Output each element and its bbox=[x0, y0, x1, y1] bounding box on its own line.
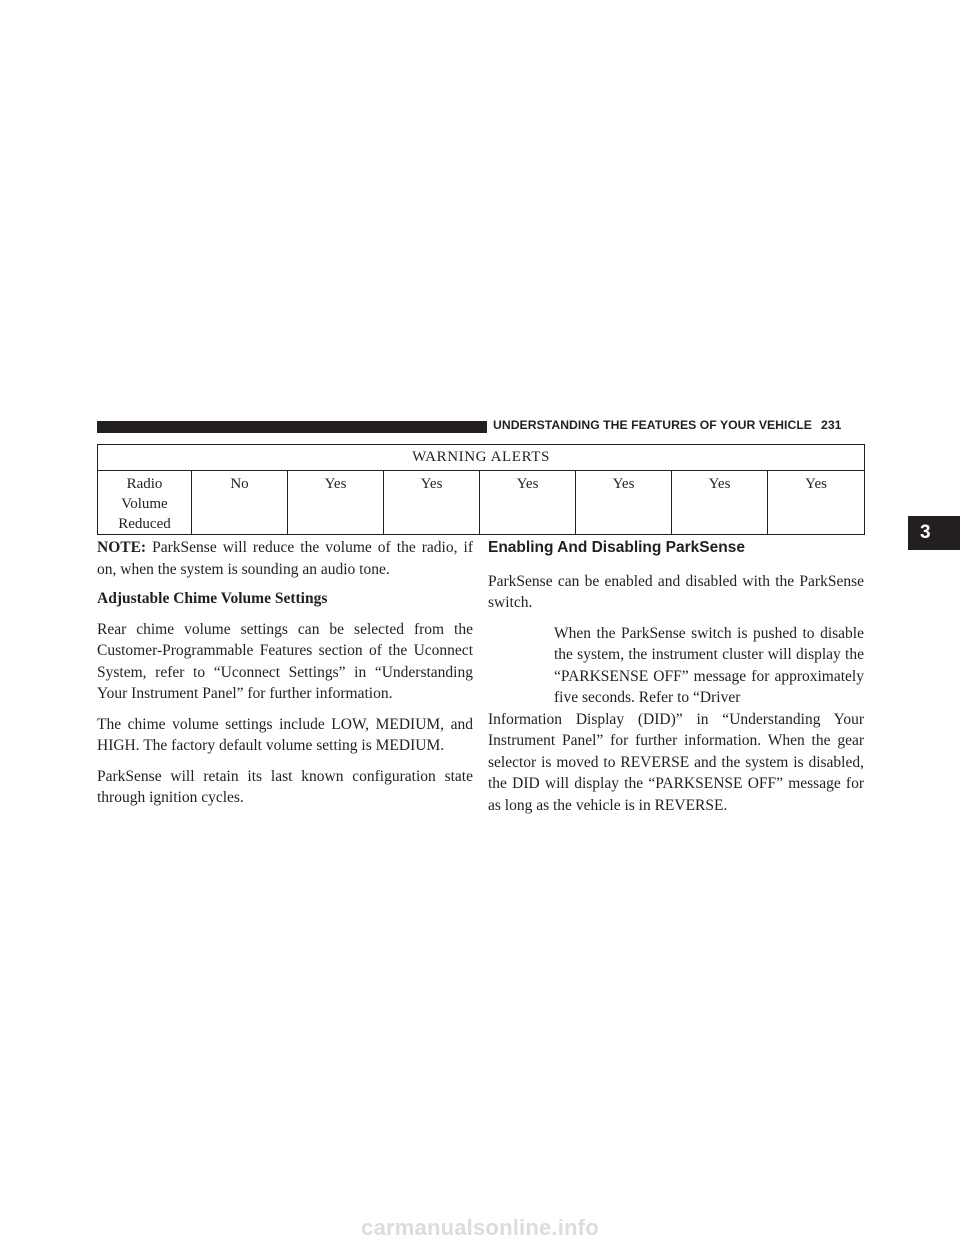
table-cell: Yes bbox=[480, 471, 576, 535]
table-cell: Yes bbox=[384, 471, 480, 535]
row-label: Radio Volume Reduced bbox=[98, 471, 192, 535]
section-heading: Enabling And Disabling ParkSense bbox=[488, 539, 745, 556]
table-cell: Yes bbox=[672, 471, 768, 535]
enable-paragraph-rest: Information Display (DID)” in “Understanding Your Instrument Panel” for further information. When the gear selector is moved to REVERSE and the system is disabled, the DID will display the “PARKSENSE OFF” message for as long as the vehicle is in REVERSE. bbox=[488, 710, 864, 814]
chime-paragraph-2: The chime volume settings include LOW, MEDIUM, and HIGH. The factory default volume setting is MEDIUM. bbox=[97, 715, 473, 754]
enable-paragraph-indented: When the ParkSense switch is pushed to disable the system, the instrument cluster will display the “PARKSENSE OFF” message for approximately five seconds. Refer to “Driver bbox=[554, 624, 864, 706]
table-cell: Yes bbox=[288, 471, 384, 535]
chime-paragraph-3: ParkSense will retain its last known configuration state through ignition cycles. bbox=[97, 767, 473, 806]
table-cell: Yes bbox=[768, 471, 865, 535]
chapter-tab: 3 bbox=[908, 516, 960, 550]
watermark: carmanualsonline.info bbox=[361, 1215, 599, 1240]
header-title: UNDERSTANDING THE FEATURES OF YOUR VEHICLE bbox=[493, 418, 812, 432]
chime-paragraph-1: Rear chime volume settings can be selected from the Customer-Programmable Features section of the Uconnect System, refer to “Uconnect Settings” in “Understanding Your Instrument Panel” for further information. bbox=[97, 620, 473, 702]
table-row bbox=[98, 471, 865, 535]
warning-alerts-table bbox=[97, 444, 865, 535]
table-title: WARNING ALERTS bbox=[98, 445, 865, 471]
note-label: NOTE: bbox=[97, 539, 147, 556]
chime-volume-subheading: Adjustable Chime Volume Settings bbox=[97, 590, 328, 607]
page-header bbox=[493, 418, 863, 432]
note-paragraph bbox=[97, 537, 473, 580]
left-column bbox=[97, 537, 473, 809]
right-column bbox=[488, 537, 864, 816]
header-rule bbox=[97, 421, 487, 433]
note-text: ParkSense will reduce the volume of the radio, if on, when the system is sounding an audio tone. bbox=[97, 539, 473, 578]
table-cell: No bbox=[192, 471, 288, 535]
table-cell: Yes bbox=[576, 471, 672, 535]
page-number: 231 bbox=[821, 418, 842, 432]
enable-paragraph-1: ParkSense can be enabled and disabled with the ParkSense switch. bbox=[488, 572, 864, 611]
